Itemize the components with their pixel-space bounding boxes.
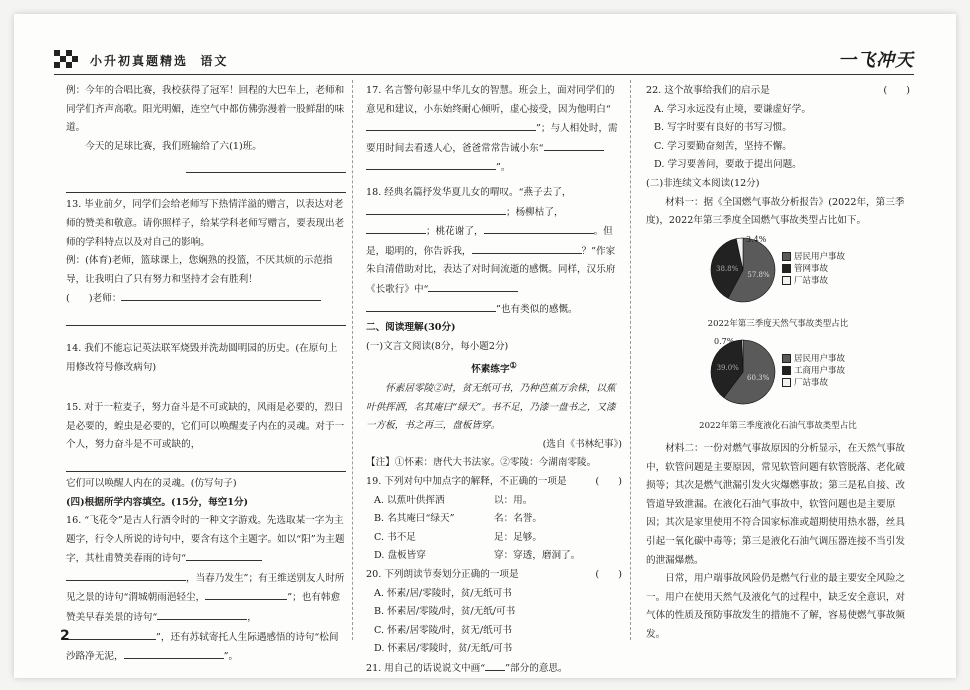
answer-blank[interactable]	[157, 608, 247, 620]
column-divider	[352, 80, 353, 640]
question-21: 21. 用自己的话说说文中画“ ”部分的意思。	[366, 659, 622, 678]
material-1: 材料一：据《全国燃气事故分析报告》(2022年，第三季度)，2022年第三季度全国燃气事故类型占比如下。	[646, 196, 905, 227]
question-18: 18. 经典名篇抒发华夏儿女的喟叹。“燕子去了，；杨柳枯了，；桃花谢了， 。但是，聪明的，你告诉我， ？”作家朱自清借助对比，表达了对时间流逝的感慨。同样，汉乐府《长歌行》中“”也有类似的感慨。	[366, 186, 616, 315]
answer-blank[interactable]	[121, 289, 321, 301]
left-column	[66, 82, 346, 667]
pie-slice-label: 38.8%	[716, 264, 739, 273]
series-title: 小升初真题精选 语文	[90, 54, 229, 68]
question-13-fill: ( )老师：	[66, 289, 346, 309]
pie-slice-label: 57.8%	[747, 270, 770, 279]
answer-blank[interactable]	[205, 588, 287, 600]
question-14: 14. 我们不能忘记英法联军烧毁并洗劫圆明园的历史。(在原句上用修改符号修改病句)	[66, 342, 338, 373]
legend-item: 管网事故	[782, 263, 845, 275]
question-19-options	[366, 492, 622, 566]
answer-blank[interactable]	[484, 222, 594, 234]
answer-blank[interactable]	[366, 300, 496, 312]
answer-blank[interactable]	[472, 242, 582, 254]
pie-2-label-small: 0.7%	[714, 337, 735, 347]
pie-1-legend	[782, 251, 845, 287]
option-c[interactable]: C. 学习要勤奋刻苦，坚持不懈。	[654, 140, 792, 152]
answer-blank[interactable]	[366, 119, 406, 131]
option-d[interactable]: D. 学习要善问，要敢于提出问题。	[654, 159, 802, 171]
pie-2-legend	[782, 353, 845, 389]
checker-logo-icon	[54, 50, 82, 70]
option-a[interactable]: A. 怀素/居/零陵时，贫/无纸可书	[374, 587, 512, 599]
middle-column	[366, 82, 622, 678]
answer-blank[interactable]	[366, 222, 426, 234]
legend-item: 厂站事故	[782, 377, 845, 389]
pie-2-caption: 2022年第三季度液化石油气事故类型占比	[699, 421, 857, 432]
option-a[interactable]: A. 以蕉叶供挥洒 以：用。	[374, 494, 533, 506]
answer-line[interactable]	[66, 455, 346, 472]
pie-slice-label: 60.3%	[747, 374, 770, 383]
answer-blank[interactable]	[366, 203, 426, 215]
passage-title: 怀素练字①	[471, 360, 517, 376]
pie-1-label-small: 3.4%	[746, 234, 767, 244]
question-13: 13. 毕业前夕，同学们会给老师写下热情洋溢的赠言，以表达对老师的赞美和敬意。请你照样子，给某学科老师写赠言，要表现出老师的学科特点以及对自己的影响。	[66, 199, 345, 248]
option-c[interactable]: C. 怀素/居零陵/时，贫无/纸可书	[374, 624, 512, 636]
pie-chart-1	[646, 235, 910, 313]
example-text: 例：今年的合唱比赛，我校获得了冠军！回程的大巴车上，老师和同学们齐声高歌。阳光明媚，连空气中都仿佛弥漫着一股鲜甜的味道。	[66, 85, 345, 134]
answer-blank[interactable]	[366, 158, 496, 170]
column-divider	[630, 80, 631, 640]
passage-text: 怀素居零陵②时，贫无纸可书，乃种芭蕉万余株，以蕉叶供挥洒，名其庵曰“绿天”。书不足，乃漆一盘书之，又漆一方板，书之再三，盘板皆穿。	[366, 383, 616, 432]
answer-blank[interactable]	[428, 280, 518, 292]
question-16: 16. “飞花令”是古人行酒令时的一种文字游戏。先选取某一字为主题字，行令人所说的诗句中，要含有这个主题字。如以“阳”为主题字，其杜甫赞美春雨的诗句“，当春乃发生”；有王维送别友人时所见之景的诗句“渭城朝雨浥轻尘， ”；也有韩愈赞美早春美景的诗句“ ，”，还有苏轼寄托人生际遇感悟的诗句“松间沙路净无泥， ”。	[66, 515, 345, 663]
question-22: 22. 这个故事给我们的启示是 ( )	[646, 85, 910, 96]
section-4-heading: (四)根据所学内容填空。(15分，每空1分)	[66, 496, 249, 508]
passage-note: 【注】①怀素：唐代大书法家。②零陵：今湖南零陵。	[366, 457, 597, 469]
legend-item: 居民用户事故	[782, 353, 845, 365]
passage-source: (选自《书林纪事》)	[542, 438, 622, 450]
option-a[interactable]: A. 学习永远没有止境，要谦虚好学。	[654, 103, 811, 115]
option-b[interactable]: B. 名其庵曰“绿天” 名：名誉。	[374, 513, 542, 525]
question-20: 20. 下列朗读节奏划分正确的一项是 ( )	[366, 569, 622, 581]
answer-line[interactable]	[66, 176, 346, 193]
answer-blank[interactable]	[544, 139, 604, 151]
legend-item: 居民用户事故	[782, 251, 845, 263]
material-2: 材料二：一份对燃气事故原因的分析显示，在天然气事故中，软管问题是主要原因，常见软管问题有软管脱落、老化破损等；其次是燃气泄漏引发火灾爆燃事故；第三是私自接、改管道导致泄漏。在液化石油气事故中，软管问题也是主要原因；其次是家里使用不符合国家标准或超期使用热水器，丝具引起一氧化碳中毒等；第三是液化石油气调压器连接不当引发的泄漏爆燃。	[646, 442, 906, 566]
question-15: 15. 对于一粒麦子，努力奋斗是不可或缺的，风雨是必要的，烈日是必要的，蝗虫是必要的，它们可以唤醒麦子内在的灵魂。对于一个人，努力奋斗是不可或缺的，	[66, 402, 345, 451]
answer-blank[interactable]	[406, 119, 536, 131]
right-column	[646, 82, 910, 644]
question-15-tail: 它们可以唤醒人内在的灵魂。(仿写句子)	[66, 477, 237, 489]
option-b[interactable]: B. 写字时要有良好的书写习惯。	[654, 122, 792, 134]
answer-line[interactable]	[186, 156, 346, 173]
answer-blank[interactable]	[66, 628, 156, 640]
page-number: 2	[60, 628, 70, 644]
pie-chart-1-svg	[708, 235, 778, 305]
section-2-heading: 二、阅读理解(30分)	[366, 322, 456, 334]
pie-1-caption: 2022年第三季度天然气事故类型占比	[707, 318, 849, 329]
option-b[interactable]: B. 怀素居/零陵/时，贫/无纸/可书	[374, 606, 516, 618]
answer-blank[interactable]	[124, 647, 224, 659]
legend-item: 工商用户事故	[782, 365, 845, 377]
answer-blank[interactable]	[66, 569, 186, 581]
answer-blank[interactable]	[186, 549, 262, 561]
material-3: 日常，用户端事故风险仍是燃气行业的最主要安全风险之一。用户在使用天然气及液化气的过程中，缺乏安全意识，对气体的性质及预防事故发生的措施不了解，容易使燃气事故频发。	[646, 573, 906, 640]
legend-item: 厂站事故	[782, 275, 845, 287]
exam-page	[14, 14, 956, 678]
question-13-example: 例：(体育)老师，篮球课上，您娴熟的投篮，不厌其烦的示范指导，让我明白了只有努力和坚持才会有胜利！	[66, 255, 333, 285]
pie-slice-label: 39.0%	[716, 364, 739, 373]
brand-logo: 一飞冲天	[838, 50, 914, 71]
answer-blank[interactable]	[426, 203, 506, 215]
option-c[interactable]: C. 书不足 足：足够。	[374, 531, 542, 543]
answer-line[interactable]	[66, 309, 346, 326]
page-header	[54, 46, 914, 75]
question-19: 19. 下列对句中加点字的解释，不正确的一项是 ( )	[366, 476, 622, 488]
option-d[interactable]: D. 盘板皆穿 穿：穿透，磨洞了。	[374, 550, 581, 562]
question-17: 17. 名言警句彰显中华儿女的智慧。班会上，面对同学们的意见和建议，小东始终耐心倾听，虚心接受，因为他明白“”；与人相处时，需要用时间去看透人心，爸爸常常告诫小东“”。	[366, 85, 618, 174]
section-2-2-heading: (二)非连续文本阅读(12分)	[646, 177, 760, 189]
pie-chart-2	[646, 337, 910, 415]
prompt-text: 今天的足球比赛，我们班输给了六(1)班。	[85, 140, 262, 152]
option-d[interactable]: D. 怀素居/零陵时，贫/无纸/可书	[374, 643, 513, 655]
section-2-1-heading: (一)文言文阅读(8分，每小题2分)	[366, 340, 509, 352]
